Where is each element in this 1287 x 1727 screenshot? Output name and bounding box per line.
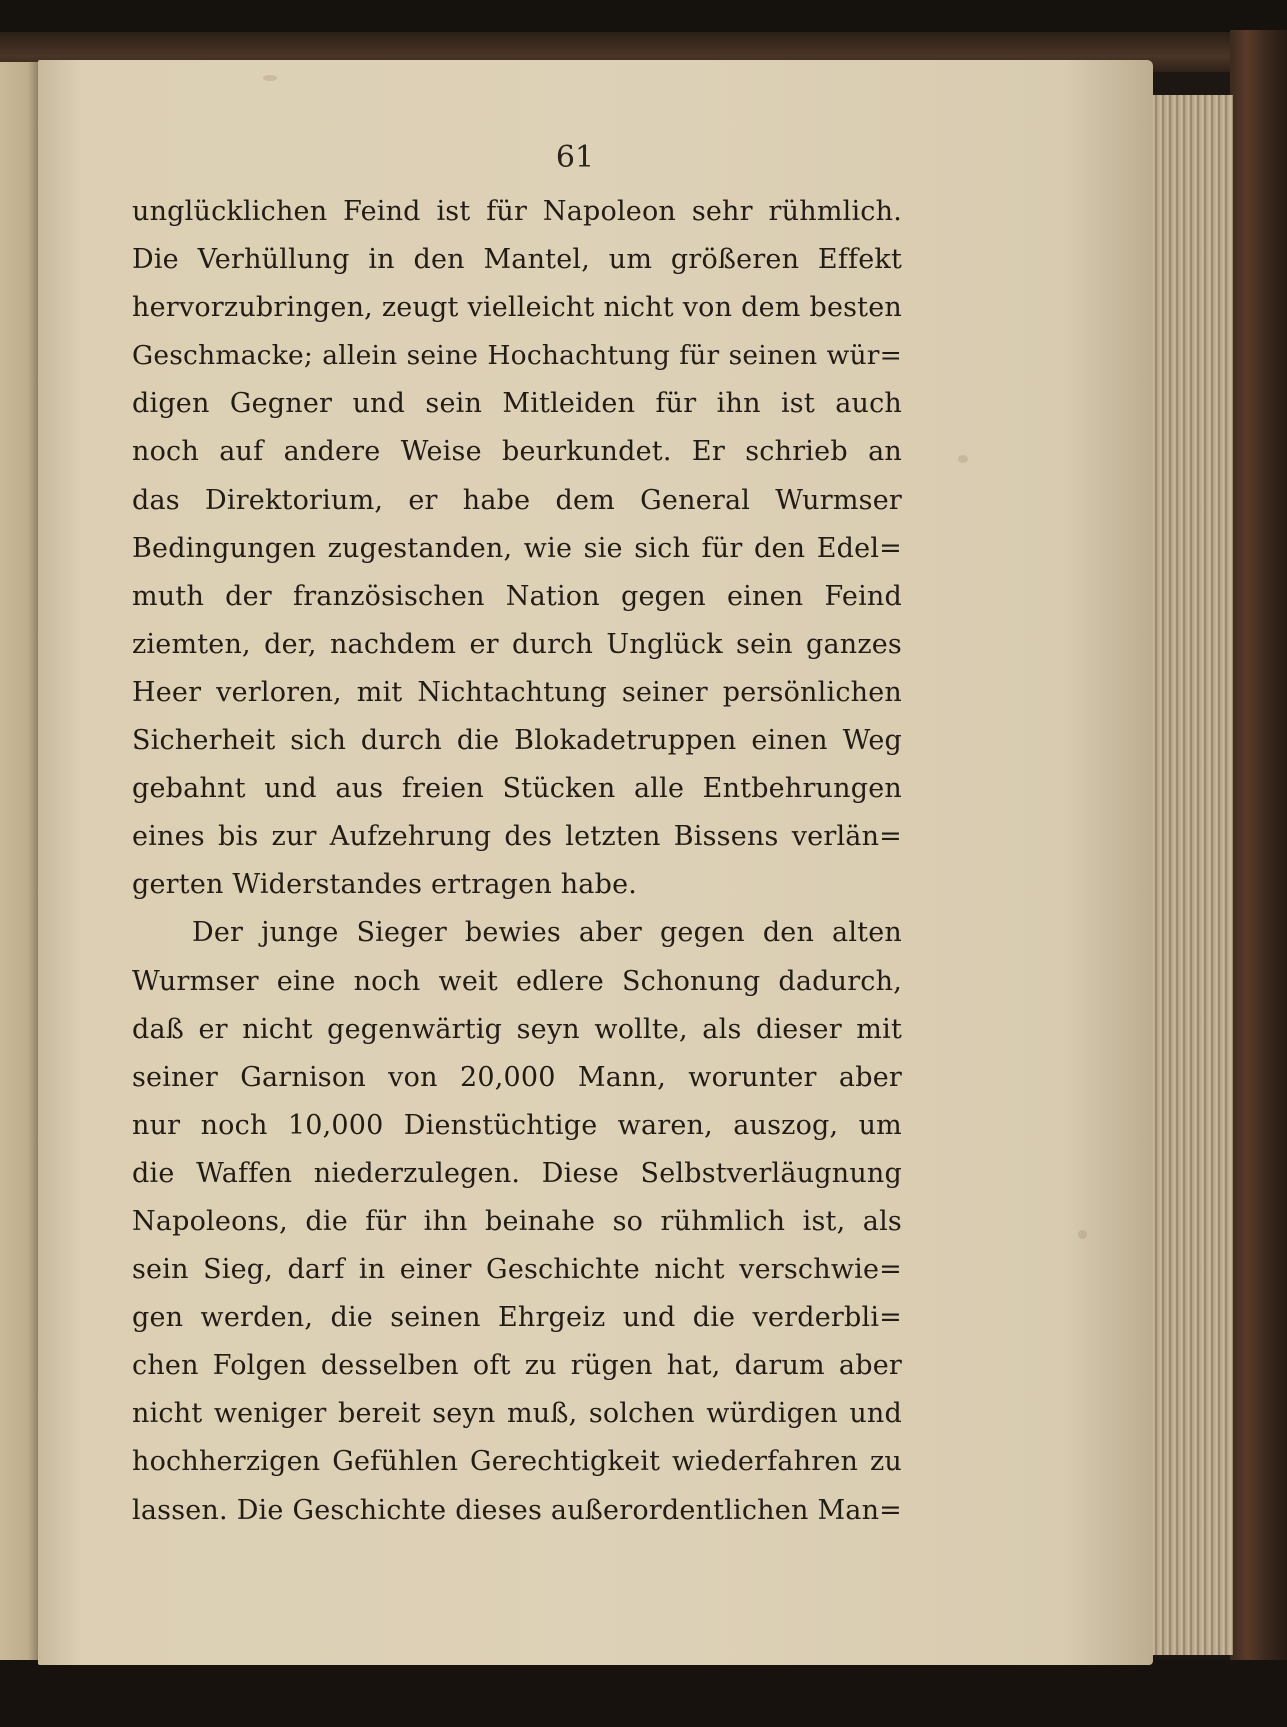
paper-stain (263, 75, 277, 81)
text-line: nicht weniger bereit seyn muß, solchen würdigen und (132, 1398, 902, 1430)
text-line: lassen. Die Geschichte dieses außerordentlichen Man= (132, 1494, 902, 1526)
text-line: das Direktorium, er habe dem General Wurmser (132, 484, 902, 516)
text-line: gebahnt und aus freien Stücken alle Entbehrungen (132, 773, 902, 805)
text-line: hochherzigen Gefühlen Gerechtigkeit wiederfahren zu (132, 1446, 902, 1478)
paper-stain (1078, 1230, 1087, 1239)
text-line: Sicherheit sich durch die Blokadetruppen einen Weg (132, 725, 902, 757)
text-line: Napoleons, die für ihn beinahe so rühmlich ist, als (132, 1205, 902, 1237)
text-line: nur noch 10,000 Dienstüchtige waren, auszog, um (132, 1109, 902, 1141)
text-line: eines bis zur Aufzehrung des letzten Bissens verlän= (132, 821, 902, 853)
text-line: sein Sieg, darf in einer Geschichte nicht verschwie= (132, 1254, 902, 1286)
text-line: Die Verhüllung in den Mantel, um größeren Effekt (132, 244, 902, 276)
facing-page-edge (0, 62, 40, 1662)
text-line: Geschmacke; allein seine Hochachtung für seinen wür= (132, 340, 902, 372)
text-line: gen werden, die seinen Ehrgeiz und die verderbli= (132, 1302, 902, 1334)
text-line: seiner Garnison von 20,000 Mann, worunter aber (132, 1061, 902, 1093)
text-line: unglücklichen Feind ist für Napoleon sehr rühmlich. (132, 196, 902, 227)
paper-stain (958, 455, 968, 463)
text-line: ziemten, der, nachdem er durch Unglück sein ganzes (132, 628, 902, 660)
book-cover-right-edge (1230, 30, 1287, 1680)
text-line: Heer verloren, mit Nichtachtung seiner persönlichen (132, 676, 902, 708)
text-line: die Waffen niederzulegen. Diese Selbstverläugnung (132, 1157, 902, 1189)
text-line: Wurmser eine noch weit edlere Schonung dadurch, (132, 965, 902, 997)
text-line: Bedingungen zugestanden, wie sie sich für den Edel= (132, 532, 902, 564)
text-line: daß er nicht gegenwärtig seyn wollte, als dieser mit (132, 1013, 902, 1045)
page-block-edges (1150, 95, 1233, 1655)
text-line: gerten Widerstandes ertragen habe. (132, 869, 638, 901)
page-number: 61 (555, 140, 595, 175)
text-line: digen Gegner und sein Mitleiden für ihn ist auch (132, 388, 902, 420)
text-line: noch auf andere Weise beurkundet. Er schrieb an (132, 436, 902, 468)
text-line: muth der französischen Nation gegen einen Feind (132, 580, 902, 612)
page-body-text (132, 188, 902, 1535)
paragraph-first-line: Der junge Sieger bewies aber gegen den alten (192, 917, 902, 949)
scanner-bed-bottom (0, 1660, 1287, 1727)
text-line: chen Folgen desselben oft zu rügen hat, darum aber (132, 1350, 902, 1382)
text-line: hervorzubringen, zeugt vielleicht nicht von dem besten (132, 292, 902, 324)
